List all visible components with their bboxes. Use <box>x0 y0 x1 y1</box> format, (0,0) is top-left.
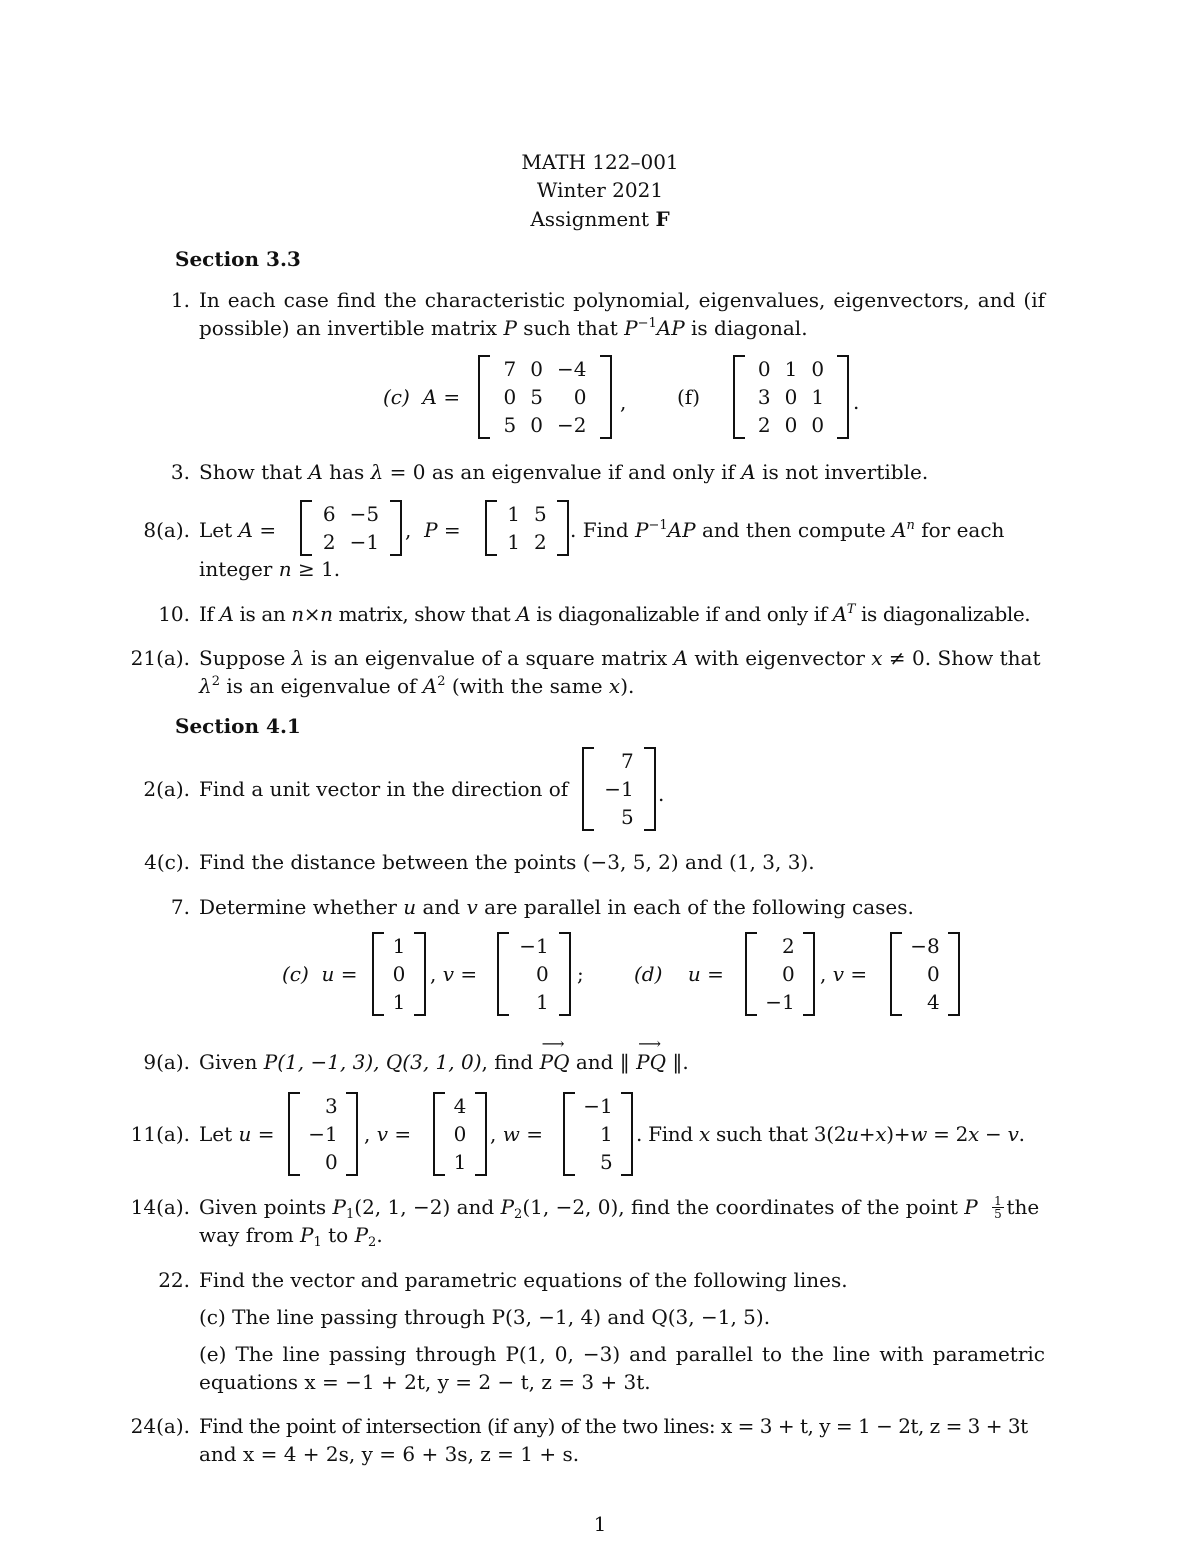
matrix-entry: 6 <box>322 502 336 526</box>
let-label: Let A = <box>199 518 277 542</box>
matrix-row <box>597 775 640 803</box>
vector-w <box>563 1092 633 1176</box>
matrix-entry: 1 <box>784 357 798 381</box>
problem-9-text: Given P(1, −1, 3), Q(3, 1, 0), find ⟶ PQ and ‖ ⟶ PQ ‖. <box>199 1034 689 1074</box>
comma-v: , v = <box>430 962 478 986</box>
comma: , <box>620 390 627 414</box>
matrix-entry: 2 <box>534 530 547 554</box>
part-label-d: (d) u = <box>634 962 724 986</box>
matrix-entry: 2 <box>322 530 336 554</box>
matrix-entry: 0 <box>536 962 549 986</box>
matrix-entry: −1 <box>519 934 549 958</box>
problem-3-text: Show that A has λ = 0 as an eigenvalue if and only if A is not invertible. <box>199 460 929 484</box>
period: . <box>658 782 665 806</box>
comma-v: , v = <box>364 1122 412 1146</box>
problem-1-line-1: In each case find the characteristic polynomial, eigenvalues, eigenvectors, and (if <box>199 288 1045 312</box>
problem-number: 21(a). <box>130 646 190 670</box>
comma-w: , w = <box>490 1122 543 1146</box>
matrix-entry: −1 <box>604 777 634 801</box>
matrix-entry: 0 <box>784 413 798 437</box>
matrix-entry: 1 <box>507 530 520 554</box>
problem-10-text: If A is an n×n matrix, show that A is diagonalizable if and only if $A^T$ is diagonalizable. <box>199 602 1031 626</box>
matrix-row <box>512 988 555 1016</box>
problem-22-part-e-line-2: equations x = −1 + 2t, y = 2 − t, z = 3 + 3t. <box>199 1370 651 1394</box>
matrix-f <box>733 355 849 439</box>
matrix-row <box>597 747 640 775</box>
matrix-row <box>903 960 946 988</box>
matrix-entry: 7 <box>621 749 634 773</box>
period: . <box>853 390 860 414</box>
problem-14-line-1: Given points $P_1(2$, 1, −2) and $P_2(1$, −2, 0), find the coordinates of the point P the <box>199 1195 1040 1222</box>
matrix-row <box>316 528 386 556</box>
matrix-entry: 0 <box>503 385 517 409</box>
problem-14-line-2: way from $P_1$ to $P_2$. <box>199 1223 383 1250</box>
assignment-letter: F <box>655 207 670 231</box>
matrix-row <box>497 411 594 439</box>
matrix-entry: 0 <box>325 1150 338 1174</box>
part-label-c: (c) A = <box>383 385 461 409</box>
matrix-row <box>386 960 413 988</box>
matrix-entry: −8 <box>910 934 940 958</box>
problem-number: 3. <box>170 460 190 484</box>
text: possible) an invertible matrix <box>199 316 498 340</box>
matrix-entry: 0 <box>784 385 798 409</box>
matrix-entry: −4 <box>556 357 587 381</box>
problem-2-text: Find a unit vector in the direction of <box>199 777 569 801</box>
matrix-entry: 0 <box>530 357 543 381</box>
matrix-a-2x2 <box>300 500 402 556</box>
matrix-entry: 0 <box>782 962 795 986</box>
problem-number: 8(a). <box>143 518 190 542</box>
semicolon: ; <box>577 962 584 986</box>
matrix-row <box>576 1092 619 1120</box>
vector-v-c <box>497 932 571 1016</box>
problem-number: 4(c). <box>144 850 190 874</box>
matrix-row <box>316 500 386 528</box>
matrix-a <box>478 355 612 439</box>
matrix-row <box>758 988 801 1016</box>
matrix-row <box>576 1120 619 1148</box>
problem-number: 7. <box>170 895 190 919</box>
matrix-row <box>512 932 555 960</box>
matrix-entry: 1 <box>811 385 825 409</box>
matrix-entry: 1 <box>507 502 520 526</box>
matrix-row <box>751 355 831 383</box>
matrix-entry: −1 <box>308 1122 338 1146</box>
matrix-entry: 0 <box>757 357 771 381</box>
problem-4-text: Find the distance between the points (−3, 5, 2) and (1, 3, 3). <box>199 850 815 874</box>
matrix-row <box>576 1148 619 1176</box>
matrix-row <box>447 1120 474 1148</box>
matrix-entry: 0 <box>573 385 587 409</box>
vector-v <box>433 1092 487 1176</box>
matrix-entry: 1 <box>600 1122 613 1146</box>
matrix-row <box>500 528 553 556</box>
problem-number: 14(a). <box>130 1195 190 1219</box>
matrix-row <box>500 500 553 528</box>
matrix-row <box>903 932 946 960</box>
vector-u-c <box>372 932 426 1016</box>
problem-number: 22. <box>158 1268 190 1292</box>
problem-number: 11(a). <box>130 1122 190 1146</box>
matrix-row <box>758 932 801 960</box>
matrix-row <box>758 960 801 988</box>
matrix-row <box>497 383 594 411</box>
problem-11-text: . Find x such that 3(2u+x)+w = 2x − v. <box>636 1122 1025 1146</box>
assignment-title <box>0 207 1200 231</box>
matrix-row <box>447 1092 474 1120</box>
problem-number: 24(a). <box>130 1414 190 1438</box>
matrix-entry: 0 <box>392 962 406 986</box>
matrix-row <box>497 355 594 383</box>
part-label-c: (c) u = <box>282 962 358 986</box>
matrix-row <box>301 1092 344 1120</box>
problem-24-line-1: Find the point of intersection (if any) of the two lines: x = 3 + t, y = 1 − 2t, z = 3 + 3t <box>199 1414 1028 1438</box>
problem-8-text: . Find $P^{-1}AP$ and then compute $A^n$ for each <box>570 518 1005 542</box>
course-title: MATH 122–001 <box>521 150 679 174</box>
term: Winter 2021 <box>536 178 664 202</box>
matrix-entry: 5 <box>530 385 543 409</box>
problem-number: 2(a). <box>143 777 190 801</box>
problem-number: 10. <box>158 602 190 626</box>
matrix-entry: −1 <box>765 990 795 1014</box>
fraction-one-fifth: $\frac{1}{5}$ <box>992 1195 1004 1220</box>
matrix-row <box>597 803 640 831</box>
matrix-entry: 3 <box>325 1094 338 1118</box>
problem-7-text: Determine whether u and v are parallel in each of the following cases. <box>199 895 914 919</box>
matrix-entry: 0 <box>927 962 940 986</box>
matrix-entry: 1 <box>392 990 406 1014</box>
matrix-entry: 0 <box>811 413 825 437</box>
matrix-entry: 4 <box>453 1094 467 1118</box>
problem-22-part-e-line-1: (e) The line passing through P(1, 0, −3) and parallel to the line with parametric <box>199 1342 1045 1366</box>
matrix-entry: −5 <box>349 502 380 526</box>
vector-u-d <box>745 932 815 1016</box>
vector <box>582 747 656 831</box>
problem-8-line-2: integer n ≥ 1. <box>199 557 341 581</box>
section-heading-4-1: Section 4.1 <box>175 714 301 738</box>
problem-number: 1. <box>170 288 190 312</box>
matrix-row <box>512 960 555 988</box>
matrix-entry: 4 <box>927 990 940 1014</box>
matrix-entry: 0 <box>811 357 825 381</box>
comma-v: , v = <box>820 962 868 986</box>
problem-21-line-2: $\lambda^2$ is an eigenvalue of $A^2$ (with the same x). <box>199 674 635 698</box>
text: is diagonal. <box>691 316 808 340</box>
matrix-entry: 0 <box>453 1122 467 1146</box>
matrix-entry: −1 <box>583 1094 613 1118</box>
matrix-row <box>903 988 946 1016</box>
matrix-entry: 5 <box>621 805 634 829</box>
assignment-prefix: Assignment <box>530 207 650 231</box>
section-heading-3-3: Section 3.3 <box>175 247 301 271</box>
problem-24-line-2: and x = 4 + 2s, y = 6 + 3s, z = 1 + s. <box>199 1442 580 1466</box>
matrix-entry: 2 <box>757 413 771 437</box>
matrix-entry: 3 <box>757 385 771 409</box>
matrix-entry: 0 <box>530 413 543 437</box>
matrix-p-2x2 <box>485 500 569 556</box>
matrix-entry: 1 <box>536 990 549 1014</box>
vector-v-d <box>890 932 960 1016</box>
matrix-row <box>301 1148 344 1176</box>
matrix-entry: 5 <box>503 413 517 437</box>
matrix-row <box>751 383 831 411</box>
problem-22-part-c: (c) The line passing through P(3, −1, 4) and Q(3, −1, 5). <box>199 1305 771 1329</box>
matrix-row <box>386 932 413 960</box>
matrix-row <box>386 988 413 1016</box>
matrix-entry: 5 <box>534 502 547 526</box>
matrix-entry: 7 <box>503 357 517 381</box>
matrix-entry: −1 <box>349 530 380 554</box>
problem-number: 9(a). <box>143 1050 190 1074</box>
matrix-entry: 1 <box>453 1150 467 1174</box>
page-number: 1 <box>593 1512 607 1536</box>
text: such that <box>523 316 618 340</box>
matrix-row <box>301 1120 344 1148</box>
problem-22-text: Find the vector and parametric equations of the following lines. <box>199 1268 848 1292</box>
part-label-f: (f) <box>677 385 701 409</box>
matrix-entry: 2 <box>782 934 795 958</box>
matrix-entry: 5 <box>600 1150 613 1174</box>
comma-p: , P = <box>405 518 461 542</box>
vector-u <box>288 1092 358 1176</box>
matrix-row <box>751 411 831 439</box>
matrix-entry: 1 <box>392 934 406 958</box>
problem-1-line-2: possible) an invertible matrix P such that $P^{-1}AP$ is diagonal. <box>199 316 808 340</box>
matrix-row <box>447 1148 474 1176</box>
matrix-entry: −2 <box>556 413 587 437</box>
problem-21-line-1: Suppose λ is an eigenvalue of a square matrix A with eigenvector x ≠ 0. Show that <box>199 646 1041 670</box>
let-label: Let u = <box>199 1122 275 1146</box>
